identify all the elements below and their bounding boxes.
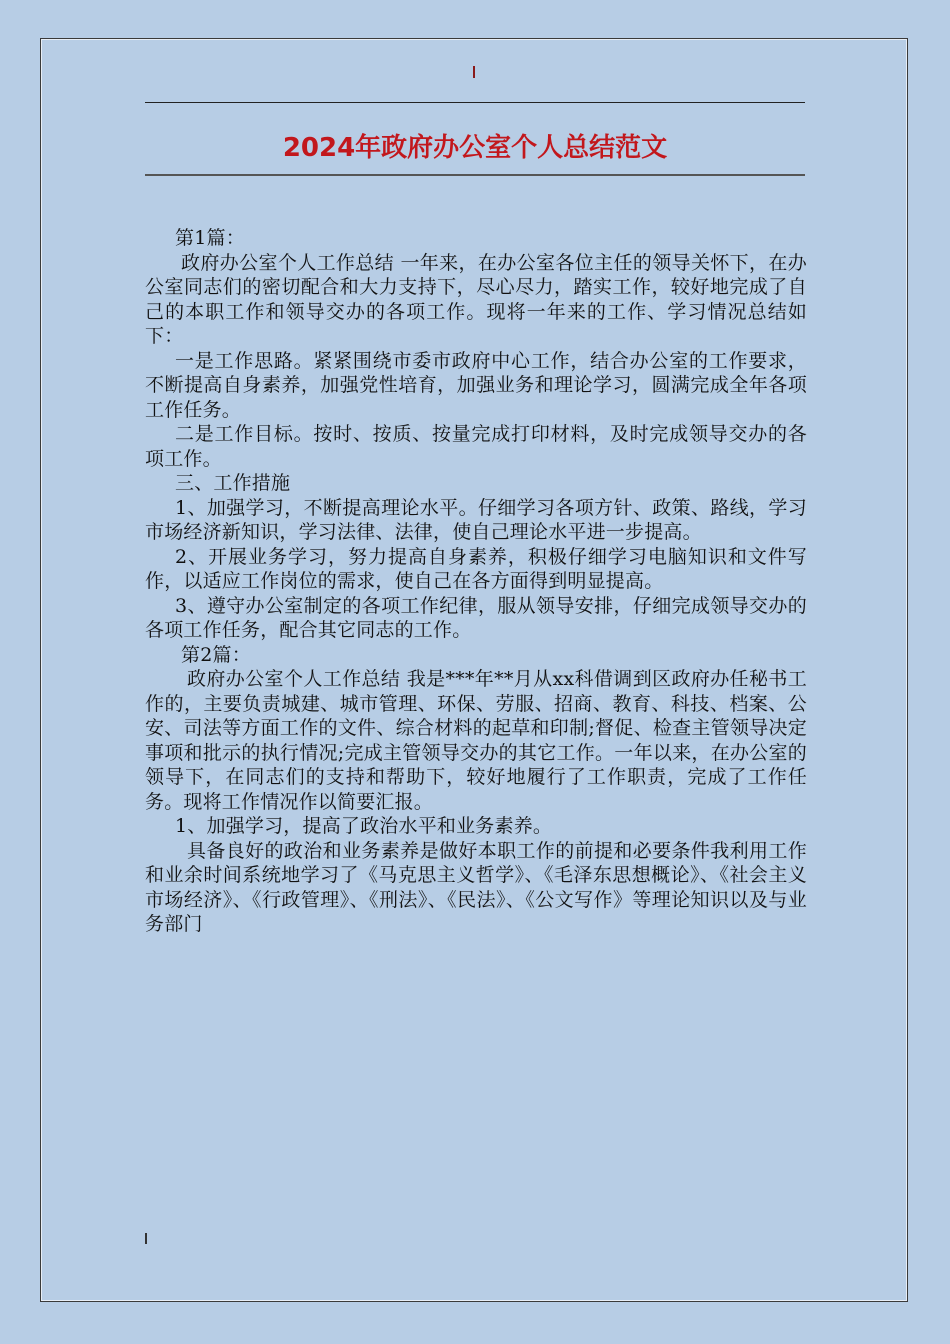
title-rule [145, 174, 805, 176]
section-heading-1: 第1篇： [175, 227, 245, 249]
document-body [145, 226, 807, 937]
paragraph: 2、开展业务学习，努力提高自身素养，积极仔细学习电脑知识和文件写作，以适应工作岗位的需求，使自己在各方面得到明显提高。 [145, 545, 807, 592]
document-title: 2024年政府办公室个人总结范文 [282, 133, 668, 163]
paragraph: 一是工作思路。紧紧围绕市委市政府中心工作，结合办公室的工作要求，不断提高自身素养，加强党性培育，加强业务和理论学习，圆满完成全年各项工作任务。 [145, 349, 807, 421]
paragraph: 3、遵守办公室制定的各项工作纪律，服从领导安排，仔细完成领导交办的各项工作任务，配合其它同志的工作。 [145, 594, 807, 641]
paragraph: 政府办公室个人工作总结 我是***年**月从xx科借调到区政府办任秘书工作的，主要负责城建、城市管理、环保、劳服、招商、教育、科技、档案、公安、司法等方面工作的文件、综合材料的起草和印制;督促、检查主管领导决定事项和批示的执行情况;完成主管领导交办的其它工作。一年以来，在办公室的领导下，在同志们的支持和帮助下，较好地履行了工作职责，完成了工作任务。现将工作情况作以简要汇报。 [145, 668, 807, 813]
paragraph: 1、加强学习，不断提高理论水平。仔细学习各项方针、政策、路线，学习市场经济新知识，学习法律、法律，使自己理论水平进一步提高。 [145, 496, 807, 543]
paragraph: 具备良好的政治和业务素养是做好本职工作的前提和必要条件我利用工作和业余时间系统地学习了《马克思主义哲学》、《毛泽东思想概论》、《社会主义市场经济》、《行政管理》、《刑法》、《民法》、《公文写作》等理论知识以及与业务部门 [145, 839, 807, 935]
header-mark [473, 66, 475, 78]
paragraph: 政府办公室个人工作总结 一年来，在办公室各位主任的领导关怀下，在办公室同志们的密切配合和大力支持下，尽心尽力，踏实工作，较好地完成了自己的本职工作和领导交办的各项工作。现将一年来的工作、学习情况总结如下： [145, 251, 807, 347]
paragraph: 二是工作目标。按时、按质、按量完成打印材料，及时完成领导交办的各项工作。 [145, 423, 807, 470]
header-rule [145, 102, 805, 103]
paragraph: 三、工作措施 [175, 472, 291, 494]
section-heading-2: 第2篇： [181, 643, 251, 666]
paragraph: 1、加强学习，提高了政治水平和业务素养。 [175, 815, 553, 837]
footer-mark [145, 1233, 147, 1244]
